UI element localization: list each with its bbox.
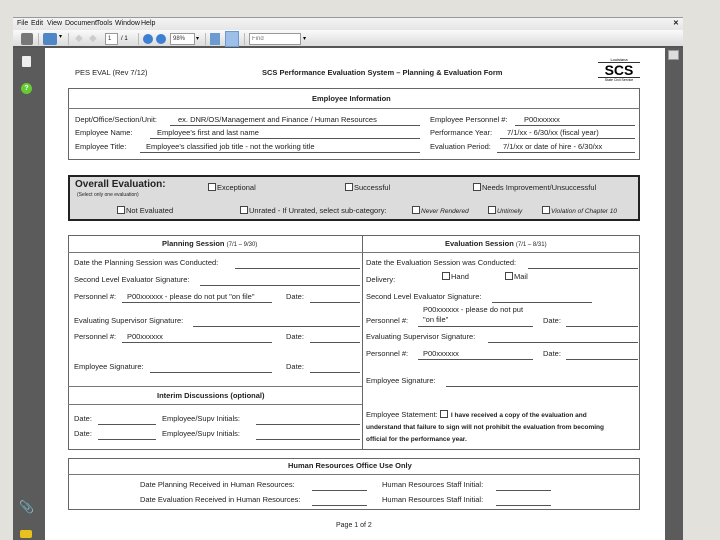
hr-initial-label: Human Resources Staff Initial:	[382, 480, 484, 489]
statement-checkbox[interactable]	[440, 410, 448, 418]
dept-label: Dept/Office/Section/Unit:	[75, 115, 157, 124]
page-footer: Page 1 of 2	[336, 522, 372, 529]
evaluation-date-label: Date the Evaluation Session was Conducted:	[366, 258, 517, 267]
title-field[interactable]: Employee's classified job title - not the working title	[146, 142, 315, 151]
planning-personnel2-label: Personnel #:	[74, 332, 117, 341]
interim-header: Interim Discussions (optional)	[157, 391, 265, 400]
evaluation-date3-label: Date:	[543, 349, 561, 358]
planning-header: Planning Session (7/1 – 9/30)	[162, 239, 258, 248]
find-dropdown-icon[interactable]: ▾	[303, 36, 307, 42]
statement-line2: understand that failure to sign will not prohibit the evaluation from becoming	[366, 424, 604, 431]
next-page-icon[interactable]: ◆	[89, 33, 97, 44]
interim-initials-label: Employee/Supv Initials:	[162, 414, 240, 423]
interim-initials-label: Employee/Supv Initials:	[162, 429, 240, 438]
planning-second-sig-field[interactable]	[200, 285, 360, 286]
planning-date2-label: Date:	[286, 292, 304, 301]
hr-planning-label: Date Planning Received in Human Resources:	[140, 480, 295, 489]
interim-date-label: Date:	[74, 414, 92, 423]
chevron-down-icon[interactable]: ▾	[59, 34, 63, 40]
name-field[interactable]: Employee's first and last name	[157, 128, 259, 137]
planning-date-label: Date the Planning Session was Conducted:	[74, 258, 219, 267]
evaluation-personnel-field-line2: "on file"	[423, 315, 449, 324]
menu-help[interactable]: Help	[141, 20, 156, 27]
evaluation-employee-sig-label: Employee Signature:	[366, 376, 436, 385]
overall-label: Overall Evaluation:	[75, 179, 166, 190]
hr-initial-label: Human Resources Staff Initial:	[382, 495, 484, 504]
delivery-hand-checkbox[interactable]: Hand	[442, 272, 469, 281]
dept-field[interactable]: ex. DNR/OS/Management and Finance / Human Resources	[178, 115, 377, 124]
option-exceptional[interactable]: Exceptional	[208, 183, 256, 192]
evaluation-eval-sup-label: Evaluating Supervisor Signature:	[366, 332, 476, 341]
year-label: Performance Year:	[430, 128, 493, 137]
pdf-page	[45, 48, 665, 540]
period-label: Evaluation Period:	[430, 142, 491, 151]
attachment-icon[interactable]: 📎	[19, 500, 34, 514]
form-revision: PES EVAL (Rev 7/12)	[75, 68, 148, 77]
evaluation-personnel2-field[interactable]: P00xxxxxx	[423, 349, 459, 358]
employee-info-header: Employee Information	[312, 94, 391, 103]
statement-line3: official for the performance year.	[366, 436, 467, 443]
option-never-rendered[interactable]: Never Rendered	[412, 206, 469, 216]
page-total: / 1	[121, 36, 128, 42]
hr-evaluation-label: Date Evaluation Received in Human Resources:	[140, 495, 301, 504]
option-needs-improvement[interactable]: Needs Improvement/Unsuccessful	[473, 183, 596, 192]
planning-personnel2-field[interactable]: P00xxxxxx	[127, 332, 163, 341]
previous-page-icon[interactable]: ◆	[75, 33, 83, 44]
zoom-dropdown-icon[interactable]: ▾	[196, 36, 200, 42]
evaluation-header: Evaluation Session (7/1 – 8/31)	[445, 239, 547, 248]
option-untimely[interactable]: Untimely	[488, 206, 522, 216]
close-icon[interactable]: ✕	[673, 20, 679, 27]
page-number-input[interactable]: 1	[105, 33, 118, 45]
planning-second-sig-label: Second Level Evaluator Signature:	[74, 275, 190, 284]
planning-date3-label: Date:	[286, 332, 304, 341]
interim-date-label: Date:	[74, 429, 92, 438]
delivery-label: Delivery:	[366, 275, 396, 284]
planning-personnel-field[interactable]: P00xxxxxx - please do not put "on file"	[127, 292, 255, 301]
evaluation-personnel-label: Personnel #:	[366, 316, 409, 325]
scs-logo: Louisiana SCS State Civil Service	[598, 57, 640, 82]
planning-date-field[interactable]	[235, 268, 360, 269]
menu-tools[interactable]: Tools	[96, 20, 113, 27]
menu-view[interactable]: View	[47, 20, 63, 27]
planning-date4-label: Date:	[286, 362, 304, 371]
title-label: Employee Title:	[75, 142, 127, 151]
delivery-mail-checkbox[interactable]: Mail	[505, 272, 528, 281]
option-successful[interactable]: Successful	[345, 183, 390, 192]
period-field[interactable]: 7/1/xx or date of hire - 6/30/xx	[503, 142, 603, 151]
planning-personnel-label: Personnel #:	[74, 292, 117, 301]
menu-window[interactable]: Window	[115, 20, 140, 27]
planning-eval-sup-label: Evaluating Supervisor Signature:	[74, 316, 184, 325]
menu-document[interactable]: Document	[65, 20, 97, 27]
evaluation-personnel-field[interactable]: P00xxxxxx - please do not put	[423, 305, 524, 314]
planning-employee-sig-label: Employee Signature:	[74, 362, 144, 371]
option-violation-chapter-10[interactable]: Violation of Chapter 10	[542, 206, 617, 216]
name-label: Employee Name:	[75, 128, 133, 137]
evaluation-personnel2-label: Personnel #:	[366, 349, 409, 358]
form-title: SCS Performance Evaluation System – Planning & Evaluation Form	[262, 68, 503, 77]
hr-header: Human Resources Office Use Only	[288, 461, 412, 470]
menu-edit[interactable]: Edit	[31, 20, 44, 27]
year-field[interactable]: 7/1/xx - 6/30/xx (fiscal year)	[507, 128, 599, 137]
option-unrated[interactable]: Unrated - If Unrated, select sub-category:	[240, 206, 387, 215]
menu-file[interactable]: File	[17, 20, 29, 27]
option-not-evaluated[interactable]: Not Evaluated	[117, 206, 173, 215]
personnel-field[interactable]: P00xxxxxx	[524, 115, 560, 124]
zoom-level-input[interactable]: 98%	[170, 33, 195, 45]
employee-statement: Employee Statement: I have received a copy of the evaluation and	[366, 410, 587, 419]
personnel-label: Employee Personnel #:	[430, 115, 508, 124]
evaluation-second-sig-label: Second Level Evaluator Signature:	[366, 292, 482, 301]
overall-note: (Select only one evaluation)	[77, 192, 139, 198]
evaluation-date2-label: Date:	[543, 316, 561, 325]
help-icon[interactable]: ?	[21, 83, 32, 94]
